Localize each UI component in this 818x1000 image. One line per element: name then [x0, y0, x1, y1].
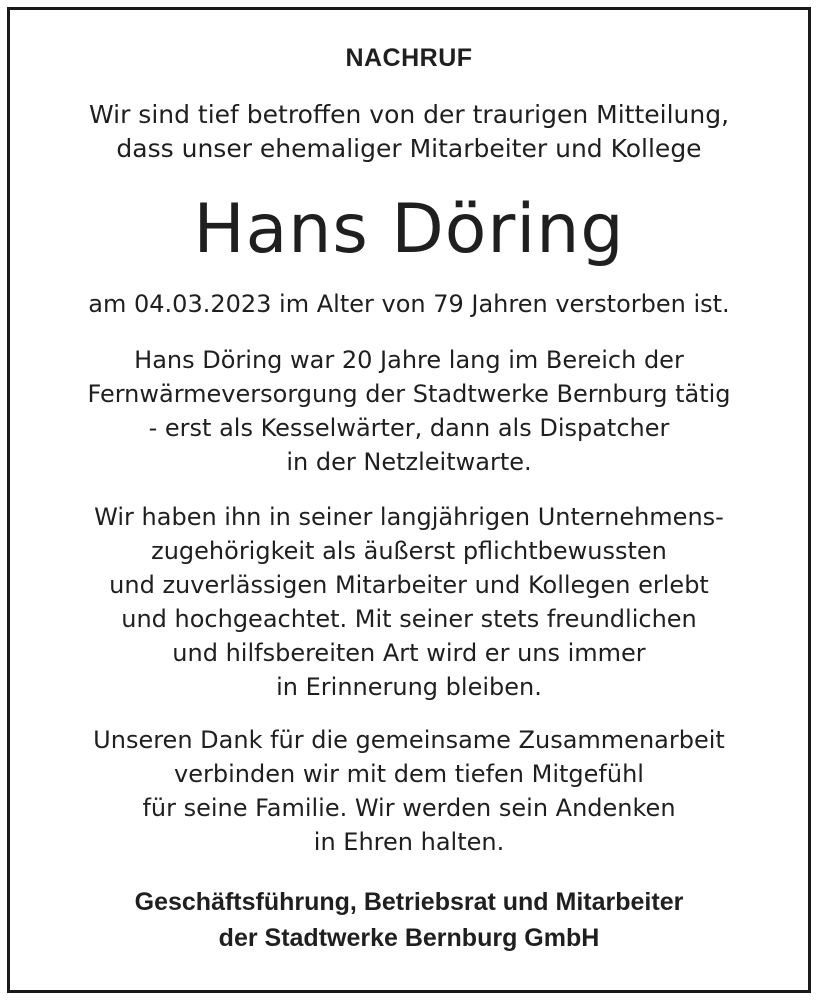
thanks-line: in Ehren halten.	[313, 828, 505, 856]
biography-paragraph	[0, 343, 818, 479]
tribute-line: und hochgeachtet. Mit seiner stets freundlichen	[121, 605, 697, 633]
death-line: am 04.03.2023 im Alter von 79 Jahren verstorben ist.	[88, 290, 730, 318]
thanks-paragraph	[0, 723, 818, 859]
tribute-line: in Erinnerung bleiben.	[276, 673, 542, 701]
bio-line: Fernwärmeversorgung der Stadtwerke Bernburg tätig	[87, 380, 731, 408]
signature-line: Geschäftsführung, Betriebsrat und Mitarbeiter	[134, 888, 684, 916]
tribute-line: und zuverlässigen Mitarbeiter und Kollegen erlebt	[109, 571, 709, 599]
tribute-paragraph	[0, 500, 818, 704]
intro-line: dass unser ehemaliger Mitarbeiter und Kollege	[116, 134, 702, 163]
thanks-line: für seine Familie. Wir werden sein Andenken	[142, 794, 676, 822]
thanks-line: verbinden wir mit dem tiefen Mitgefühl	[174, 760, 644, 788]
bio-line: - erst als Kesselwärter, dann als Dispatcher	[148, 414, 670, 442]
death-statement	[0, 287, 818, 321]
deceased-name: Hans Döring	[193, 190, 625, 269]
notice-heading: NACHRUF	[345, 44, 473, 72]
bio-line: in der Netzleitwarte.	[286, 448, 532, 476]
thanks-line: Unseren Dank für die gemeinsame Zusammenarbeit	[93, 726, 725, 754]
intro-paragraph	[0, 98, 818, 166]
tribute-line: zugehörigkeit als äußerst pflichtbewussten	[151, 537, 667, 565]
intro-line: Wir sind tief betroffen von der traurigen Mitteilung,	[88, 100, 730, 129]
signature-block	[0, 884, 818, 956]
tribute-line: und hilfsbereiten Art wird er uns immer	[172, 639, 646, 667]
tribute-line: Wir haben ihn in seiner langjährigen Unternehmens-	[94, 503, 724, 531]
bio-line: Hans Döring war 20 Jahre lang im Bereich der	[134, 346, 684, 374]
signature-line: der Stadtwerke Bernburg GmbH	[218, 924, 600, 952]
